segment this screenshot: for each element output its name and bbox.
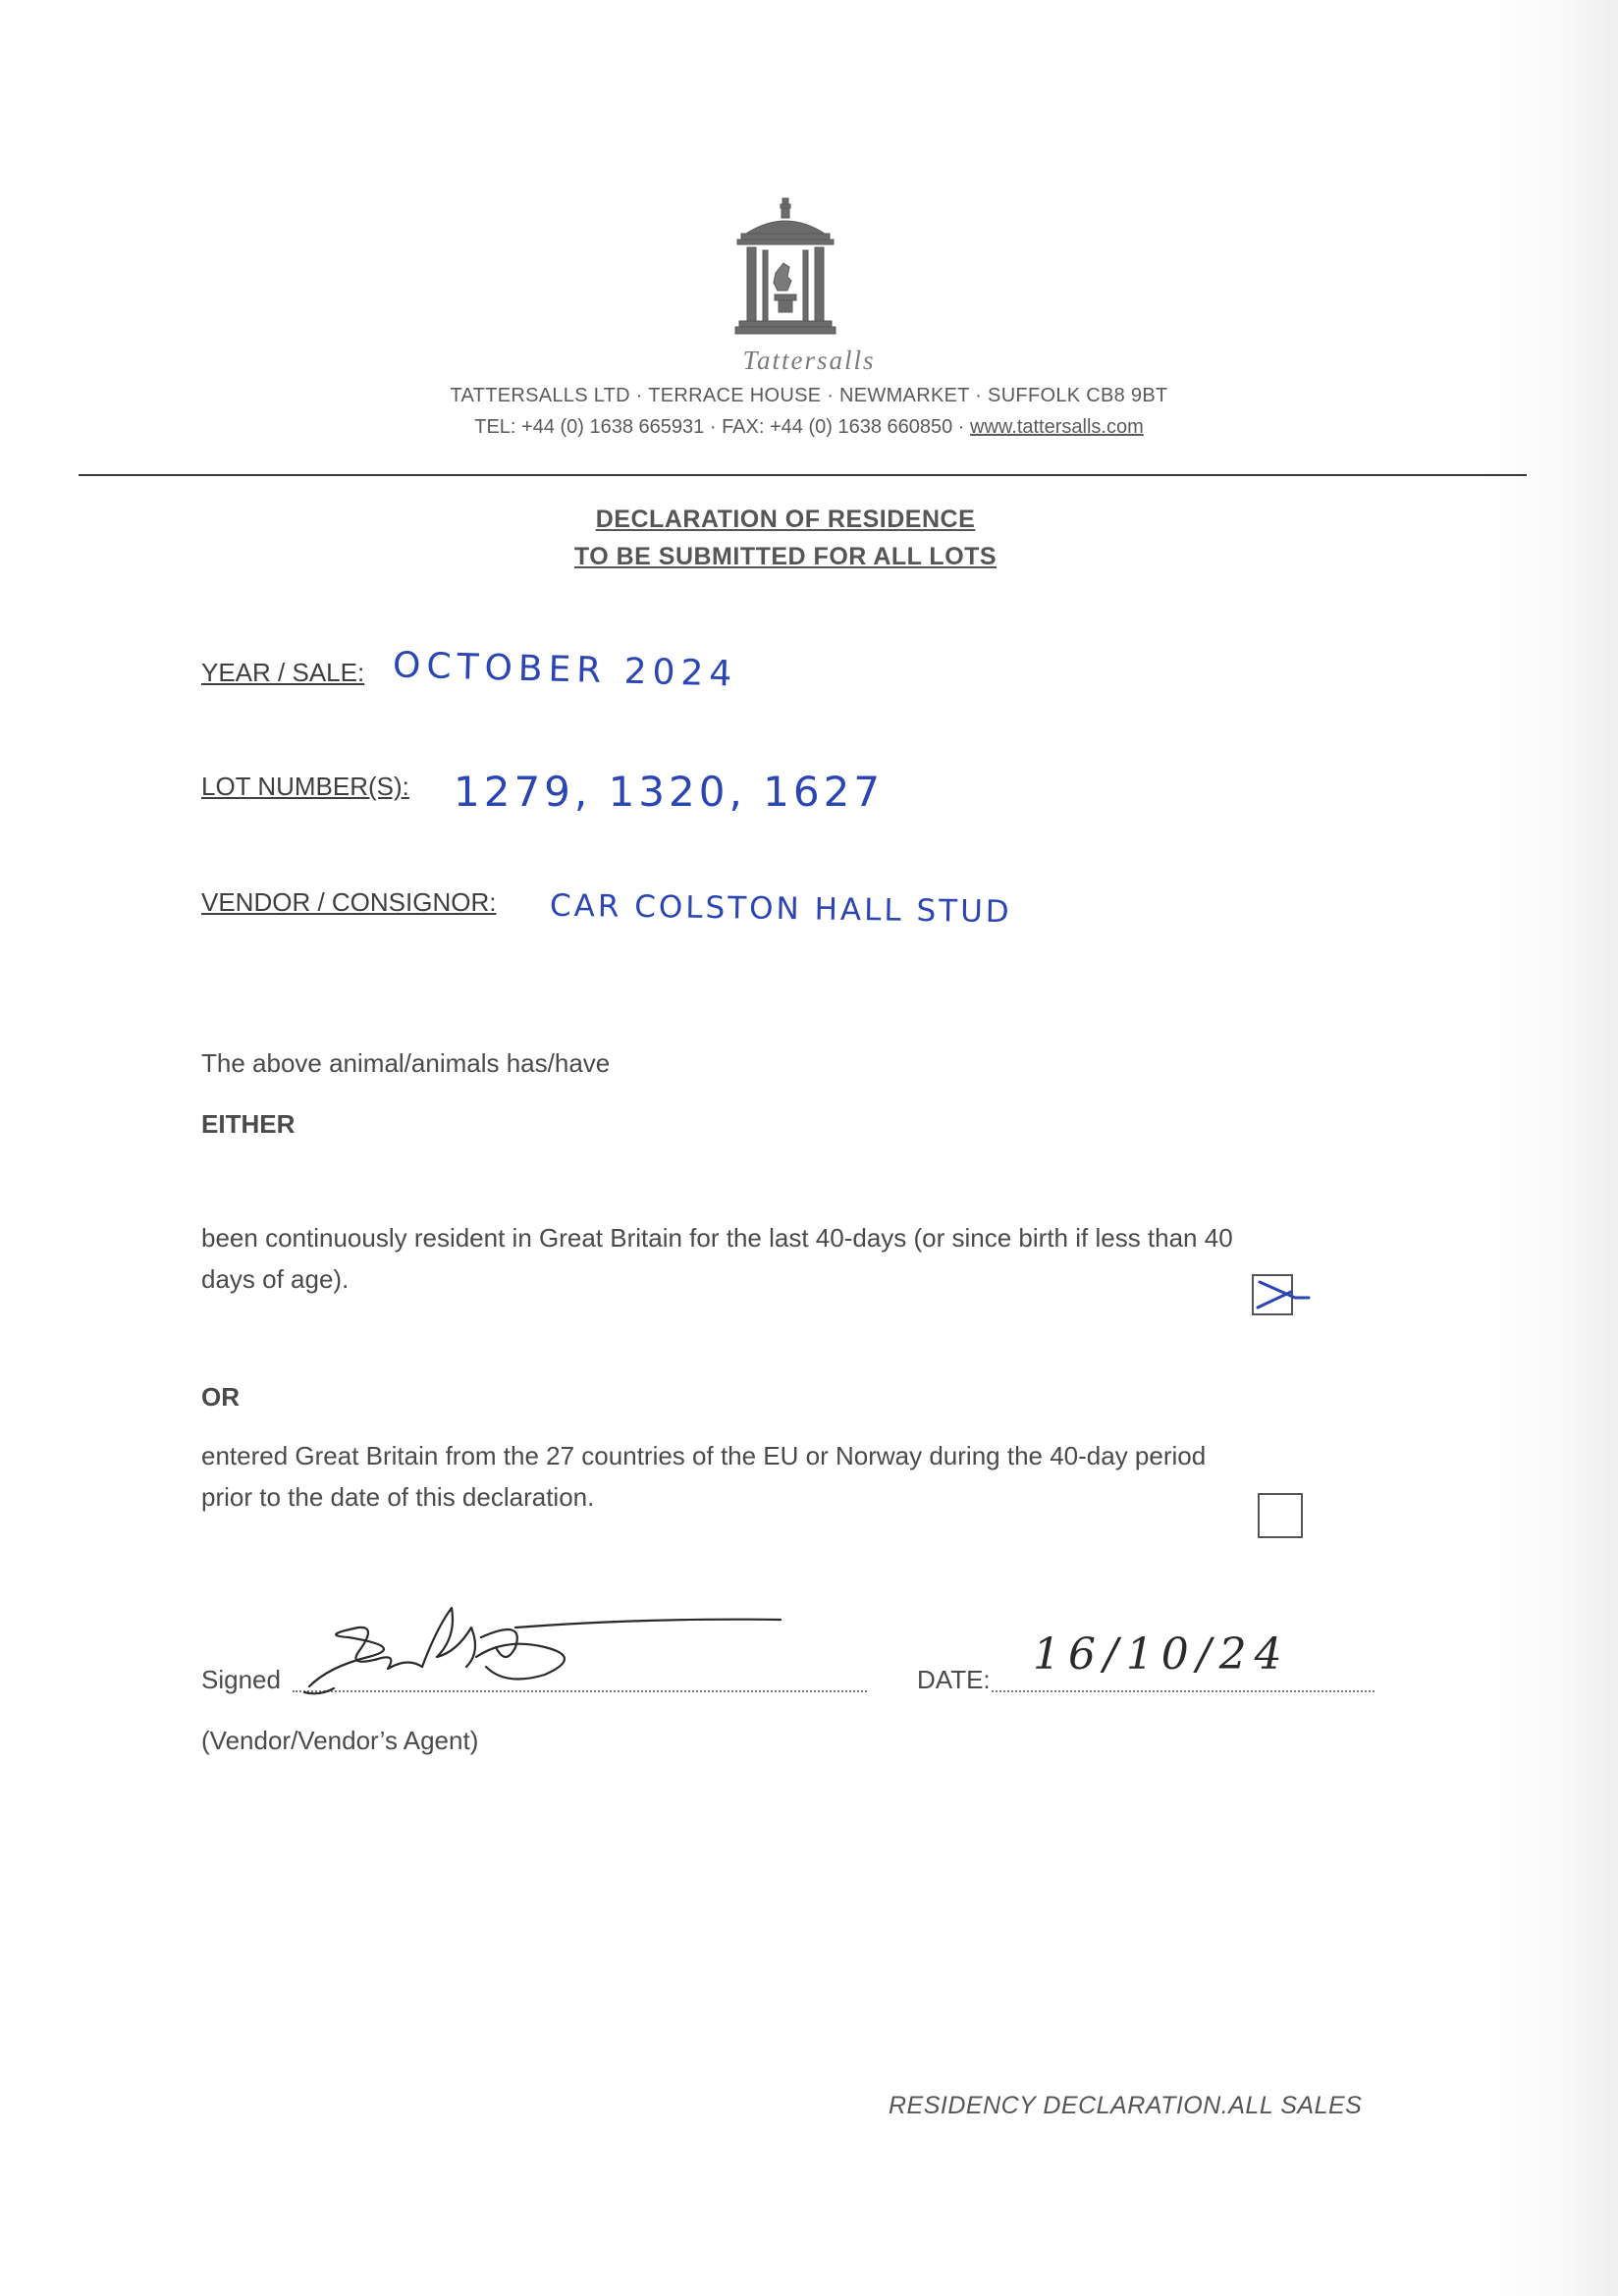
company-address: TATTERSALLS LTD · TERRACE HOUSE · NEWMARKET · SUFFOLK CB8 9BT: [450, 385, 1168, 406]
company-contact: [0, 416, 1618, 439]
website-link[interactable]: www.tattersalls.com: [970, 416, 1144, 438]
option1-checkbox[interactable]: [1252, 1274, 1293, 1315]
brand-name: Tattersalls: [742, 346, 876, 375]
document-title: DECLARATION OF RESIDENCE: [595, 506, 976, 533]
scan-edge-shadow: [1481, 0, 1618, 2296]
date-line: [992, 1690, 1375, 1692]
letterhead-divider: [79, 474, 1527, 476]
either-label: EITHER: [201, 1109, 296, 1139]
option2-text-line2: prior to the date of this declaration.: [201, 1482, 595, 1512]
contact-phone-fax: TEL: +44 (0) 1638 665931 · FAX: +44 (0) 1638 660850 ·: [474, 416, 971, 438]
option1-text-line1: been continuously resident in Great Britain for the last 40-days (or since birth if less than 40: [201, 1223, 1233, 1253]
date-value[interactable]: 16/10/24: [1033, 1629, 1290, 1680]
tattersalls-temple-logo: [722, 196, 849, 344]
lot-numbers-value[interactable]: 1279, 1320, 1627: [454, 768, 885, 816]
signatory-role-label: (Vendor/Vendor’s Agent): [201, 1726, 479, 1755]
declaration-intro: The above animal/animals has/have: [201, 1048, 611, 1078]
option1-text-line2: days of age).: [201, 1264, 350, 1294]
date-label: DATE:: [917, 1665, 991, 1694]
or-label: OR: [201, 1382, 240, 1412]
handwritten-signature: [290, 1598, 800, 1716]
vendor-value[interactable]: CAR COLSTON HALL STUD: [549, 887, 1012, 931]
checkmark-cross-icon: [1252, 1268, 1311, 1317]
year-sale-label: YEAR / SALE:: [201, 658, 365, 687]
document-subtitle: TO BE SUBMITTED FOR ALL LOTS: [573, 543, 998, 570]
option2-checkbox[interactable]: [1258, 1493, 1303, 1538]
footer-form-reference: RESIDENCY DECLARATION.ALL SALES: [889, 2092, 1363, 2119]
option2-text-line1: entered Great Britain from the 27 countries of the EU or Norway during the 40-day period: [201, 1441, 1207, 1470]
vendor-label: VENDOR / CONSIGNOR:: [201, 887, 497, 917]
lot-numbers-label: LOT NUMBER(S):: [201, 772, 409, 801]
signed-label: Signed: [201, 1665, 281, 1694]
year-sale-value[interactable]: OCTOBER 2024: [392, 645, 738, 695]
